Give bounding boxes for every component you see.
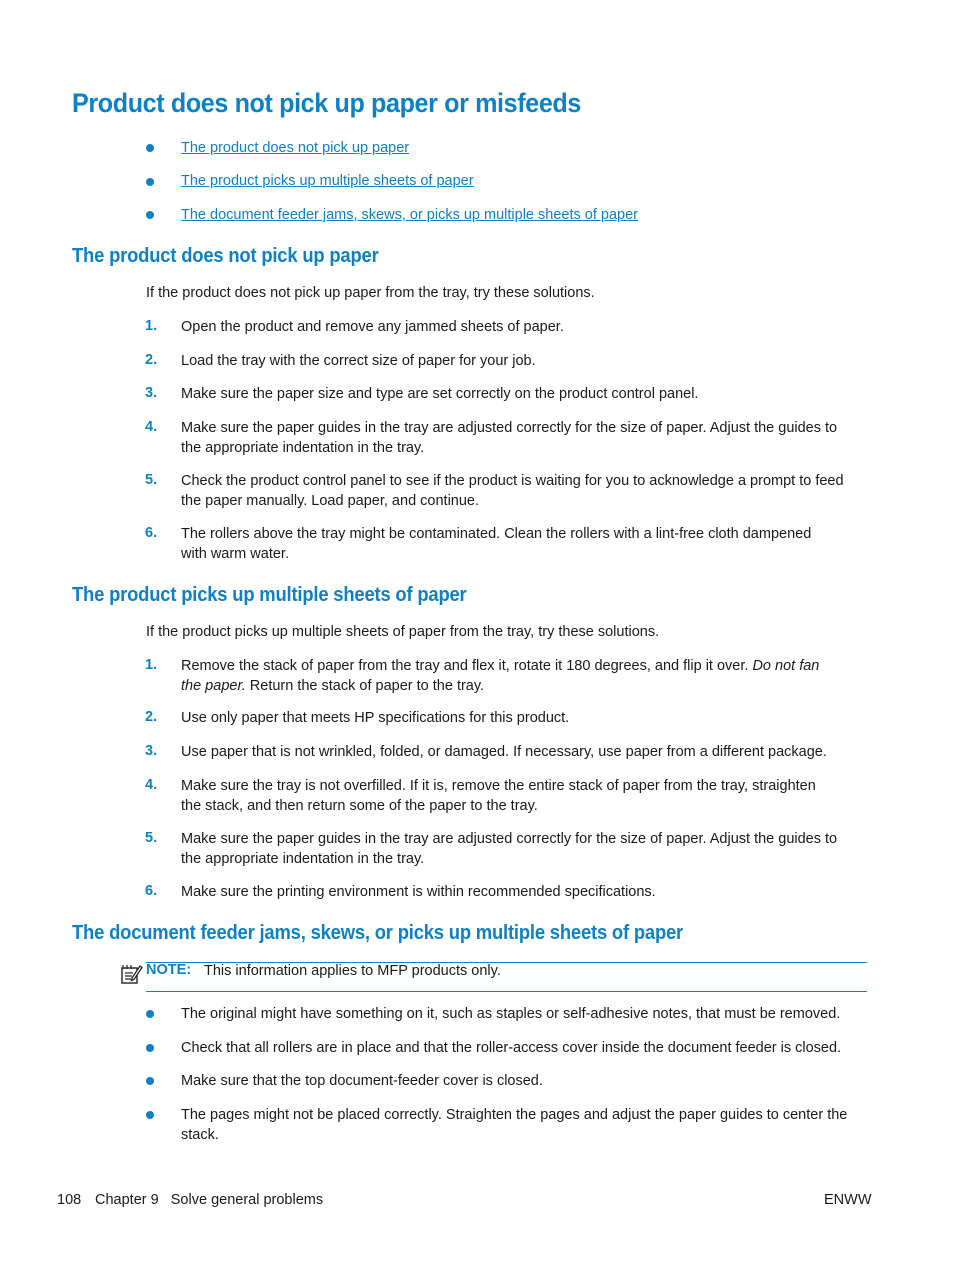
section-heading-document-feeder: The document feeder jams, skews, or picks up multiple sheets of paper [72, 922, 684, 944]
list-item: Check that all rollers are in place and that the roller-access cover inside the document feeder is closed. [181, 1040, 842, 1056]
chapter-label: Chapter 9 Solve general problems [95, 1192, 324, 1208]
bullet-icon [146, 211, 154, 219]
step-text: Use paper that is not wrinkled, folded, or damaged. If necessary, use paper from a different package. [181, 744, 827, 760]
section-intro: If the product does not pick up paper from the tray, try these solutions. [146, 285, 595, 301]
step-number: 5. [145, 830, 158, 846]
locale-code: ENWW [824, 1192, 872, 1208]
step-text: The rollers above the tray might be contaminated. Clean the rollers with a lint-free cloth dampened with warm water. [181, 526, 812, 562]
bullet-icon [146, 1111, 154, 1119]
page-number: 108 [57, 1192, 82, 1208]
list-item: The pages might not be placed correctly. Straighten the pages and adjust the paper guides to center the stack. [181, 1107, 848, 1143]
toc-link-document-feeder[interactable]: The document feeder jams, skews, or picks up multiple sheets of paper [181, 207, 638, 223]
step-number: 1. [145, 318, 158, 334]
step-text: Load the tray with the correct size of paper for your job. [181, 353, 536, 369]
note-text: This information applies to MFP products only. [204, 963, 501, 979]
list-item: The original might have something on it, such as staples or self-adhesive notes, that must be removed. [181, 1006, 841, 1022]
bullet-icon [146, 1010, 154, 1018]
step-text: Make sure the printing environment is within recommended specifications. [181, 884, 656, 900]
page-title: Product does not pick up paper or misfeeds [72, 88, 582, 118]
section-heading-multiple-sheets: The product picks up multiple sheets of paper [72, 584, 467, 606]
step-number: 6. [145, 525, 158, 541]
step-text: Open the product and remove any jammed sheets of paper. [181, 319, 564, 335]
step-number: 4. [145, 419, 158, 435]
note-icon [119, 963, 143, 985]
step-text: Make sure the paper guides in the tray are adjusted correctly for the size of paper. Adjust the guides to the appropriate indentation in the tray. [181, 420, 838, 456]
step-number: 3. [145, 385, 158, 401]
step-number: 4. [145, 777, 158, 793]
step-number: 6. [145, 883, 158, 899]
bullet-icon [146, 144, 154, 152]
step-text: Make sure the paper guides in the tray are adjusted correctly for the size of paper. Adjust the guides to the appropriate indentation in the tray. [181, 831, 838, 867]
bullet-icon [146, 178, 154, 186]
step-text: Remove the stack of paper from the tray and flex it, rotate it 180 degrees, and flip it over. Do not fan the paper. Return the stack of paper to the tray. [181, 658, 820, 694]
step-text: Use only paper that meets HP specifications for this product. [181, 710, 570, 726]
step-number: 3. [145, 743, 158, 759]
bullet-icon [146, 1077, 154, 1085]
list-item: Make sure that the top document-feeder cover is closed. [181, 1073, 543, 1089]
section-intro: If the product picks up multiple sheets of paper from the tray, try these solutions. [146, 624, 660, 640]
toc-link-no-pickup[interactable]: The product does not pick up paper [181, 140, 410, 156]
step-text: Make sure the paper size and type are set correctly on the product control panel. [181, 386, 699, 402]
step-number: 1. [145, 657, 158, 673]
bullet-icon [146, 1044, 154, 1052]
note-label: NOTE: [146, 962, 192, 978]
toc-link-multiple-sheets[interactable]: The product picks up multiple sheets of paper [181, 173, 474, 189]
section-heading-no-pickup: The product does not pick up paper [72, 245, 379, 267]
step-number: 2. [145, 352, 158, 368]
step-number: 2. [145, 709, 158, 725]
step-number: 5. [145, 472, 158, 488]
step-text: Check the product control panel to see if the product is waiting for you to acknowledge a prompt to feed the paper manually. Load paper, and continue. [181, 473, 844, 509]
step-text: Make sure the tray is not overfilled. If it is, remove the entire stack of paper from the tray, straighten the stack, and then return some of the paper to the tray. [181, 778, 816, 814]
